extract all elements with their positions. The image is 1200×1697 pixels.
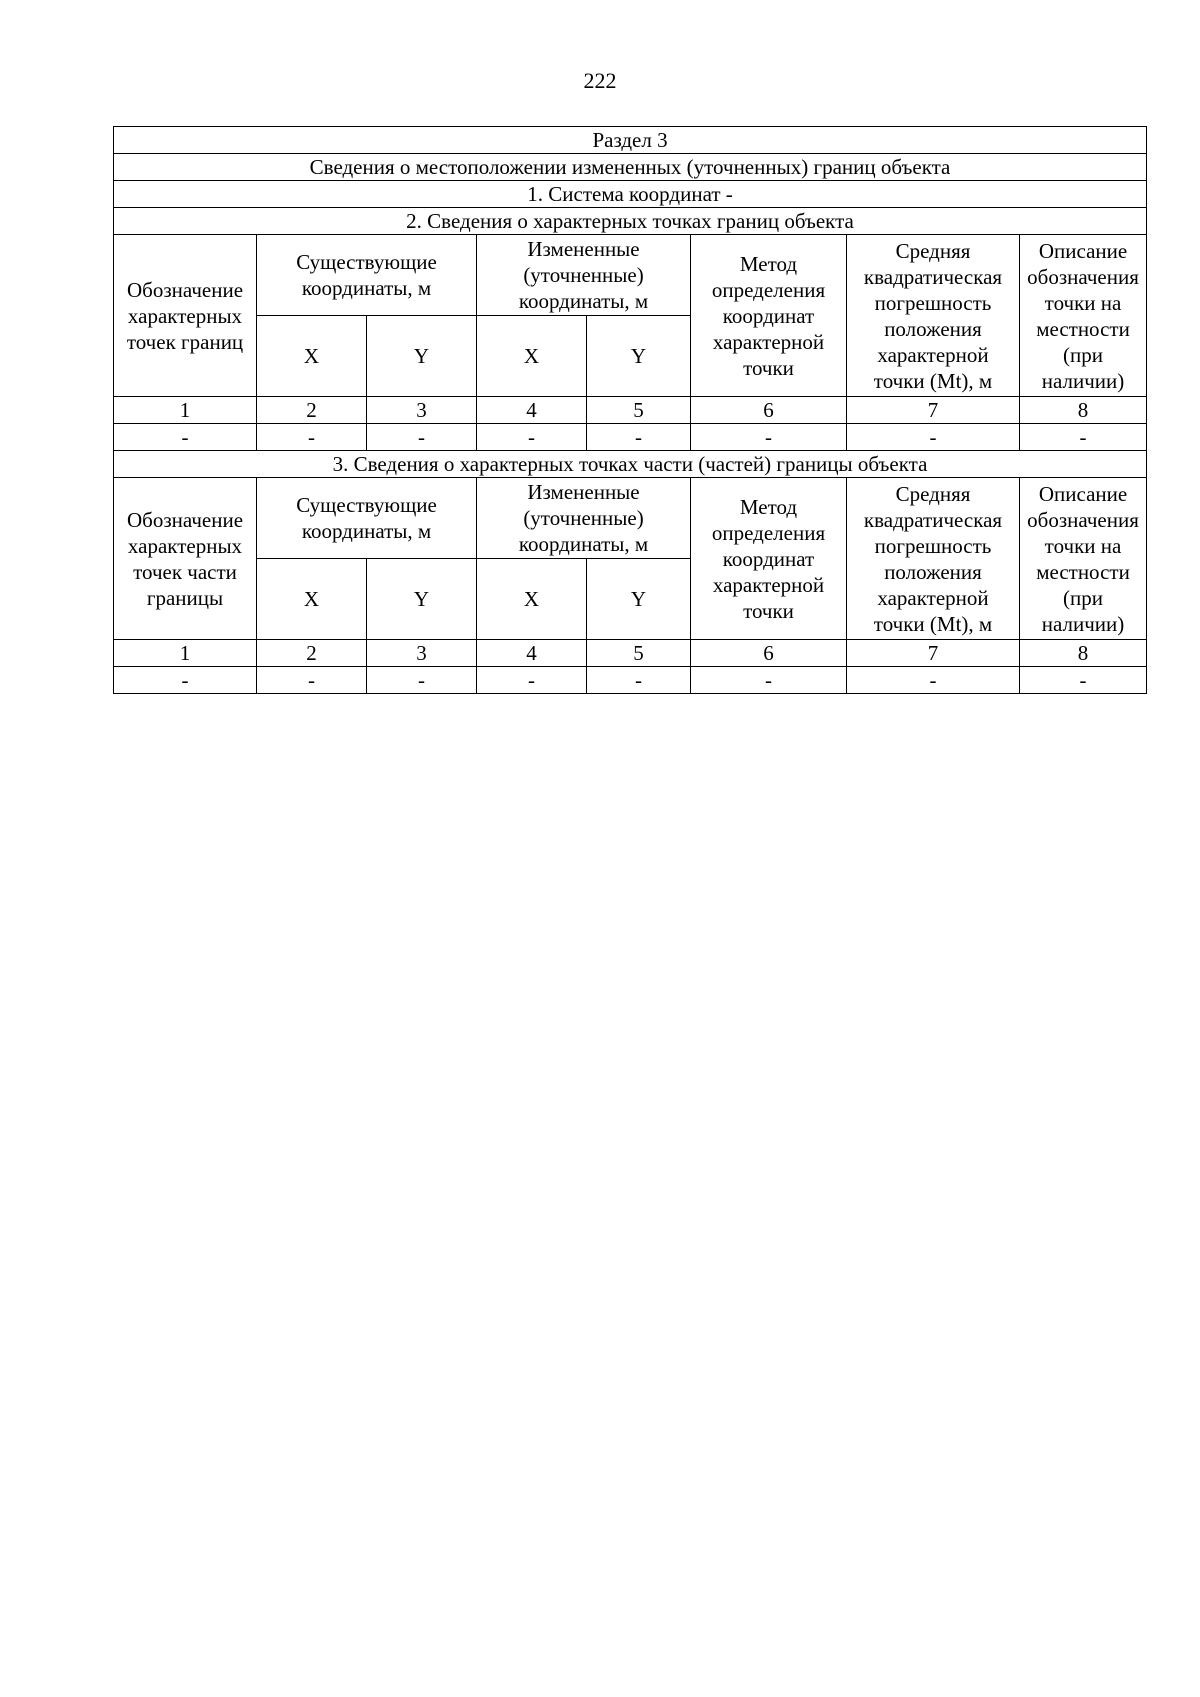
header-designation: Обозначение характерных точек части границы — [114, 478, 257, 640]
column-number: 4 — [477, 640, 587, 667]
table-row — [114, 667, 1147, 694]
section-subtitle-row — [114, 154, 1147, 181]
column-number: 7 — [847, 397, 1020, 424]
column-number: 8 — [1020, 640, 1147, 667]
column-number: 5 — [587, 640, 691, 667]
part2-column-numbers-row — [114, 397, 1147, 424]
coord-system-row — [114, 181, 1147, 208]
table-cell: - — [691, 424, 847, 451]
column-number: 5 — [587, 397, 691, 424]
header-existing-coords: Существующие координаты, м — [257, 478, 477, 559]
column-number: 8 — [1020, 397, 1147, 424]
header-existing-y: Y — [367, 316, 477, 397]
header-method: Метод определения координат характерной точки — [691, 478, 847, 640]
table-cell: - — [114, 667, 257, 694]
part2-header-row — [114, 235, 1147, 316]
part3-title: 3. Сведения о характерных точках части (частей) границы объекта — [114, 451, 1147, 478]
page-number: 222 — [583, 68, 617, 93]
part3-title-row — [114, 451, 1147, 478]
header-changed-x: X — [477, 316, 587, 397]
column-number: 1 — [114, 640, 257, 667]
table-cell: - — [587, 424, 691, 451]
table-cell: - — [847, 424, 1020, 451]
header-existing-coords: Существующие координаты, м — [257, 235, 477, 316]
header-changed-y: Y — [587, 316, 691, 397]
header-changed-coords: Измененные (уточненные) координаты, м — [477, 235, 691, 316]
header-error: Средняя квадратическая погрешность положения характерной точки (Mt), м — [847, 235, 1020, 397]
header-method: Метод определения координат характерной точки — [691, 235, 847, 397]
part2-title: 2. Сведения о характерных точках границ объекта — [114, 208, 1147, 235]
column-number: 2 — [257, 397, 367, 424]
header-existing-y: Y — [367, 559, 477, 640]
column-number: 3 — [367, 640, 477, 667]
header-description: Описание обозначения точки на местности (при наличии) — [1020, 478, 1147, 640]
header-designation: Обозначение характерных точек границ — [114, 235, 257, 397]
table-cell: - — [1020, 667, 1147, 694]
coord-system: 1. Система координат - — [114, 181, 1147, 208]
part3-header-row — [114, 478, 1147, 559]
table-cell: - — [477, 667, 587, 694]
table-cell: - — [257, 667, 367, 694]
part2-title-row — [114, 208, 1147, 235]
section-table — [113, 126, 1147, 694]
table-cell: - — [587, 667, 691, 694]
column-number: 4 — [477, 397, 587, 424]
column-number: 1 — [114, 397, 257, 424]
column-number: 2 — [257, 640, 367, 667]
header-changed-coords: Измененные (уточненные) координаты, м — [477, 478, 691, 559]
table-cell: - — [477, 424, 587, 451]
table-cell: - — [691, 667, 847, 694]
column-number: 6 — [691, 640, 847, 667]
section-title: Раздел 3 — [114, 127, 1147, 154]
table-cell: - — [1020, 424, 1147, 451]
part3-column-numbers-row — [114, 640, 1147, 667]
table-cell: - — [367, 424, 477, 451]
header-description: Описание обозначения точки на местности (при наличии) — [1020, 235, 1147, 397]
header-existing-x: X — [257, 559, 367, 640]
table-row — [114, 424, 1147, 451]
table-cell: - — [367, 667, 477, 694]
header-changed-y: Y — [587, 559, 691, 640]
column-number: 3 — [367, 397, 477, 424]
header-changed-x: X — [477, 559, 587, 640]
header-existing-x: X — [257, 316, 367, 397]
header-error: Средняя квадратическая погрешность положения характерной точки (Mt), м — [847, 478, 1020, 640]
section-title-row — [114, 127, 1147, 154]
table-cell: - — [847, 667, 1020, 694]
column-number: 6 — [691, 397, 847, 424]
column-number: 7 — [847, 640, 1020, 667]
table-cell: - — [114, 424, 257, 451]
table-cell: - — [257, 424, 367, 451]
section-subtitle: Сведения о местоположении измененных (уточненных) границ объекта — [114, 154, 1147, 181]
